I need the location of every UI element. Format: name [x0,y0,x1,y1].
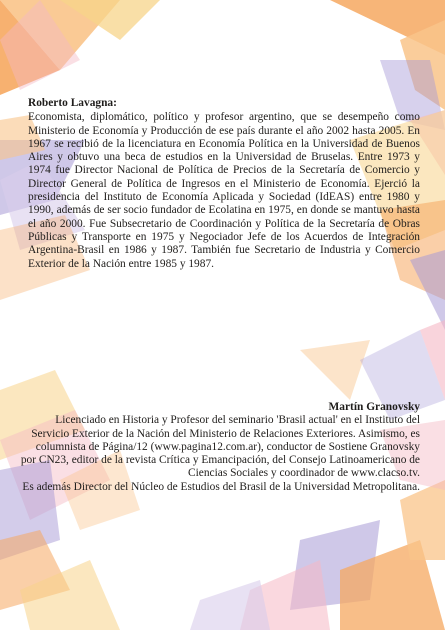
bio-extra-text: Es además Director del Núcleo de Estudios del Brasil de la Universidad Metropolitana. [22,480,420,493]
bio-martin-granovsky [20,401,420,494]
bio-name: Martín Granovsky [328,401,420,413]
bio-roberto-lavagna [28,97,420,271]
bio-text: Economista, diplomático, político y profesor argentino, que se desempeño como Ministerio de Economía y Producción de ese país durante el año 2002 hasta 2005. En 1967 se recibió de la licenciatura en Economía Política en la Universidad de Buenos Aires y obtuvo una beca de estudios en la Universidad de Bruselas. Entre 1973 y 1974 fue Director Nacional de Política de Precios de la Secretaría de Comercio y Director General de Política de Ingresos en el Ministerio de Economía. Ejerció la presidencia del Instituto de Economía Aplicada y Sociedad (IdEAS) entre 1980 y 1990, además de ser socio fundador de Ecolatina en 1975, en donde se mantuvo hasta el año 2000. Fue Subsecretario de Coordinación y Política de la Secretaría de Obras Públicas y Transporte en 1975 y Negociador Jefe de los Acuerdos de Integración Argentina-Brasil en 1986 y 1987. También fue Secretario de Industria y Comercio Exterior de la Nación entre 1985 y 1987. [28,111,420,270]
bio-text: Licenciado en Historia y Profesor del seminario 'Brasil actual' en el Instituto del Servicio Exterior de la Nación del Ministerio de Relaciones Exteriores. Asimismo, es columnista de Página/12 (www.pagina12.com.ar), conductor de Sostiene Granovsky por CN23, editor de la revista Crítica y Emancipación, del Consejo Latinoamericano de Ciencias Sociales y coordinador de www.clacso.tv. [20,414,420,480]
bio-name: Roberto Lavagna: [28,97,117,109]
